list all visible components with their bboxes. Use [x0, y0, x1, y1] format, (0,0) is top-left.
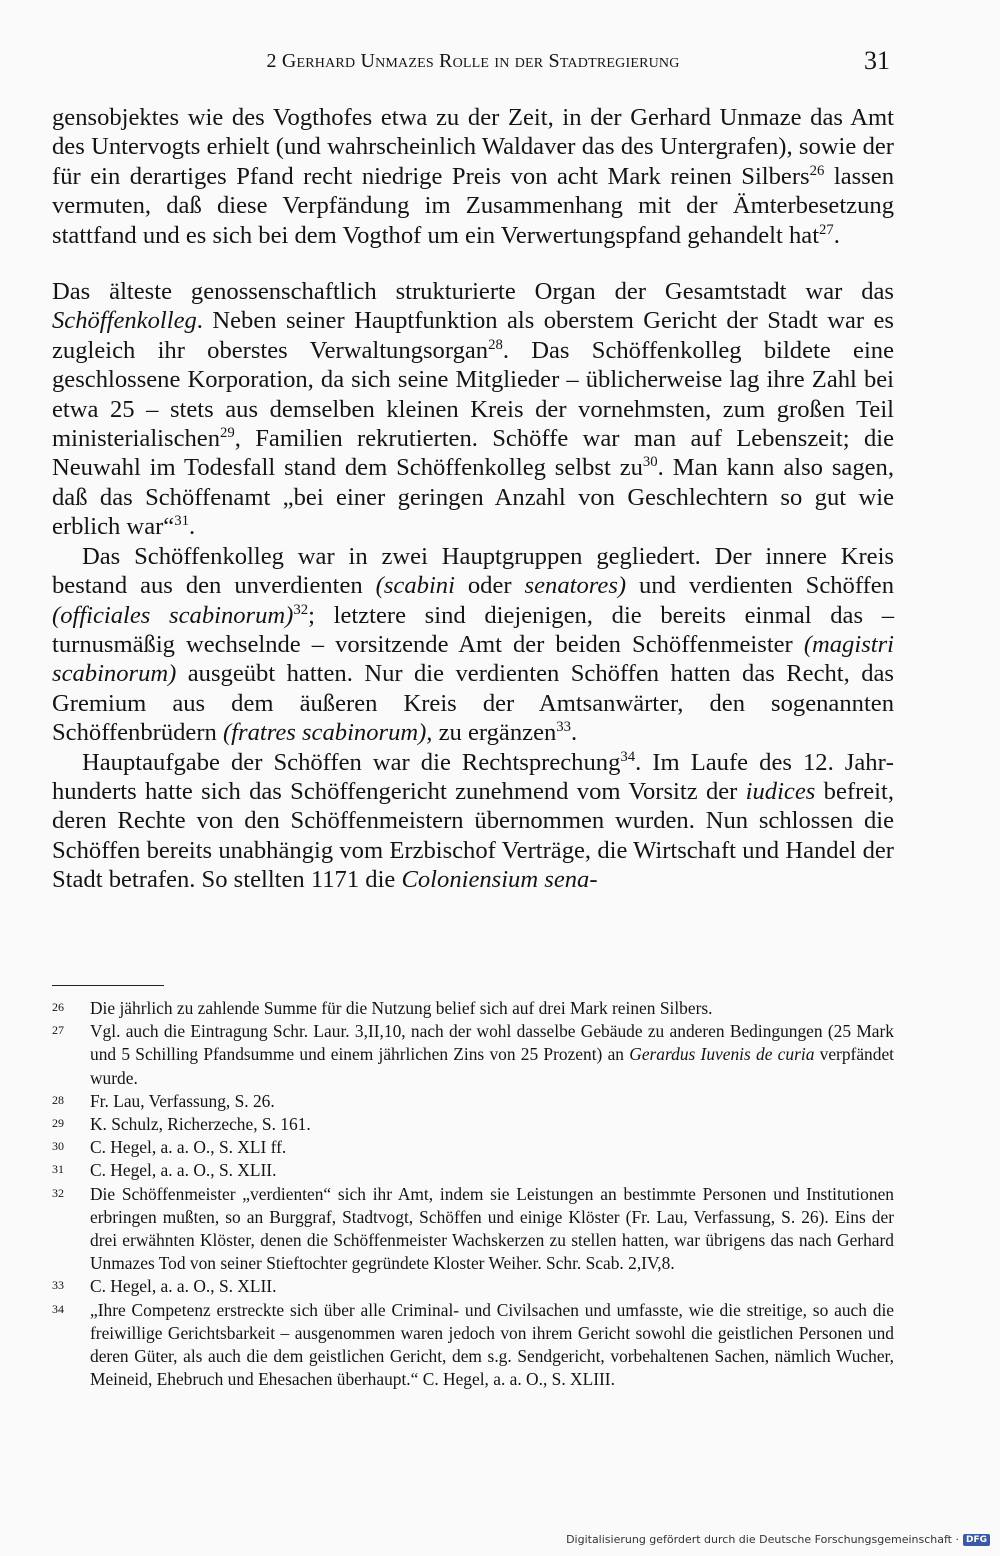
- footnote-number: 33: [52, 1278, 64, 1293]
- paragraph-4: Hauptaufgabe der Schöffen war die Rechtsprechung$^{34}$. Im Laufe des 12. Jahrhunderts hatte sich das Schöffengericht zunehmend vom Vorsitz der iudices befreit, deren Rechte von den Schöffenmeistern übernommen wurden. Nun schlossen die Schöffen bereits unabhängig vom Erzbischof Verträge, die Wirtschaft und Handel der Stadt betrafen. So stellten 1171 die Coloniensium sena-: [52, 748, 894, 894]
- footnote-divider: [52, 985, 164, 986]
- footnote-30: 30 C. Hegel, a. a. O., S. XLI ff.: [52, 1137, 287, 1158]
- footnote-ref-31[interactable]: 31: [174, 513, 189, 530]
- footnote-ref-27[interactable]: 27: [819, 221, 834, 238]
- paragraph-1: gensobjektes wie des Vogthofes etwa zu der Zeit, in der Gerhard Unmaze das Amt des Untervogts erhielt (und wahrscheinlich Waldaver das des Untergrafen), sowie der für ein derartiges Pfand recht niedrige Preis von acht Mark reinen Silbers$^{26}$ lassen vermuten, daß diese Verpfändung im Zusammenhang mit der Ämterbesetzung stattfand und es sich bei dem Vogthof um ein Verwertungspfand gehandelt hat$^{27}$.: [52, 104, 894, 249]
- footnote-ref-30[interactable]: 30: [642, 454, 658, 471]
- footnote-34: 34 „Ihre Competenz erstreckte sich über alle Criminal- und Civilsachen und umfasste, wie die streitige, so auch die freiwillige Gerichtsbarkeit – ausgenommen waren jedoch von ihrem Gericht sowohl die geistlichen Personen und deren Güter, als auch die dem geistlichen Gericht, dem s.g. Sendgericht, vorbehaltenen Sachen, nämlich Wucher, Meineid, Ehebruch und Ehesachen überhaupt.“ C. Hegel, a. a. O., S. XLIII.: [52, 1299, 894, 1390]
- footnote-ref-32[interactable]: 32: [293, 601, 309, 618]
- digitization-credit: [566, 1533, 990, 1546]
- footnote-31: 31 C. Hegel, a. a. O., S. XLII.: [52, 1160, 277, 1181]
- footnote-ref-29[interactable]: 29: [220, 424, 235, 441]
- footnote-number: 28: [52, 1092, 64, 1107]
- footnote-33: 33 C. Hegel, a. a. O., S. XLII.: [52, 1276, 277, 1297]
- footnote-number: 27: [52, 1023, 64, 1038]
- running-head: [52, 48, 894, 78]
- term-schoeffenkolleg: Schöffenkolleg: [52, 307, 197, 335]
- footnote-26: 26 Die jährlich zu zahlende Summe für die Nutzung belief sich auf drei Mark reinen Silbers.: [52, 998, 713, 1018]
- footnote-28: 28 Fr. Lau, Verfassung, S. 26.: [52, 1090, 275, 1111]
- paragraph-3: Das Schöffenkolleg war in zwei Hauptgruppen gegliedert. Der innere Kreis bestand aus den unverdienten (scabini oder senatores) und verdienten Schöffen (officiales scabinorum)$^{32}$; letztere sind diejenigen, die bereits einmal das – turnusmäßig wechselnde – vorsitzende Amt der beiden Schöffenmeister (magistri scabinorum) ausgeübt hatten. Nur die verdienten Schöffen hatten das Recht, das Gremium aus dem äußeren Kreis der Amtsanwärter, den sogenannten Schöffenbrüdern (fratres scabinorum), zu ergänzen$^{33}$.: [52, 542, 895, 747]
- footnotes: [52, 997, 894, 1391]
- footnote-ref-34[interactable]: 34: [620, 748, 636, 765]
- footnote-number: 32: [52, 1185, 64, 1200]
- page-number: 31: [864, 46, 890, 75]
- footnote-number: 34: [52, 1301, 64, 1316]
- footnote-number: 26: [52, 1000, 64, 1014]
- running-title: 2 Gerhard Unmazes Rolle in der Stadtregierung: [266, 50, 680, 72]
- footnote-number: 31: [52, 1162, 64, 1177]
- dfg-logo-icon: DFG: [963, 1534, 990, 1546]
- footnote-29: 29 K. Schulz, Richerzeche, S. 161.: [52, 1114, 311, 1135]
- paragraph-2: Das älteste genossenschaftlich strukturierte Organ der Gesamtstadt war das Schöffenkolleg. Neben seiner Hauptfunktion als oberstem Gericht der Stadt war es zugleich ihr oberstes Verwaltungsorgan$^{28}$. Das Schöffenkolleg bildete eine geschlossene Korporation, da sich seine Mitglieder – üblicherweise lag ihre Zahl bei etwa 25 – stets aus demselben kleinen Kreis der vornehmsten, zum großen Teil ministerialischen$^{29}$, Familien rekrutierten. Schöffe war man auf Lebenszeit; die Neuwahl im Todesfall stand dem Schöffenkolleg selbst $zu^{30}$. Man kann also sagen, daß das Schöffenamt „bei einer geringen Anzahl von Geschlechtern so gut wie erblich war“$^{31}$.: [52, 278, 894, 541]
- footnote-ref-26[interactable]: 26: [809, 162, 825, 179]
- footnote-32: 32 Die Schöffenmeister „verdienten“ sich ihr Amt, indem sie Leistungen an bestimmte Personen und Institutionen erbringen mußten, so an Burggraf, Stadtvogt, Schöffen und einige Klöster (Fr. Lau, Verfassung, S. 26). Eins der drei erwähnten Klöster, denen die Schöffenmeister Wachskerzen zu stellen hatten, war übrigens das nach Gerhard Unmazes Tod von seiner Stieftochter gegründete Kloster Weiher. Schr. Scab. 2,IV,8.: [52, 1183, 894, 1274]
- footnote-ref-28[interactable]: 28: [488, 336, 503, 353]
- footnote-27: 27 Vgl. auch die Eintragung Schr. Laur. 3,II,10, nach der wohl dasselbe Gebäude zu anderen Bedingungen (25 Mark und 5 Schilling Pfandsumme und einem jährlichen Zins von 25 Prozent) an Gerardus Iuvenis de curia verpfändet wurde.: [52, 1021, 894, 1088]
- footnote-ref-33[interactable]: 33: [556, 718, 572, 735]
- body-text: [52, 103, 894, 895]
- digitization-credit-text: Digitalisierung gefördert durch die Deutsche Forschungsgemeinschaft ·: [566, 1533, 959, 1546]
- footnote-number: 29: [52, 1116, 64, 1131]
- footnote-number: 30: [52, 1139, 64, 1154]
